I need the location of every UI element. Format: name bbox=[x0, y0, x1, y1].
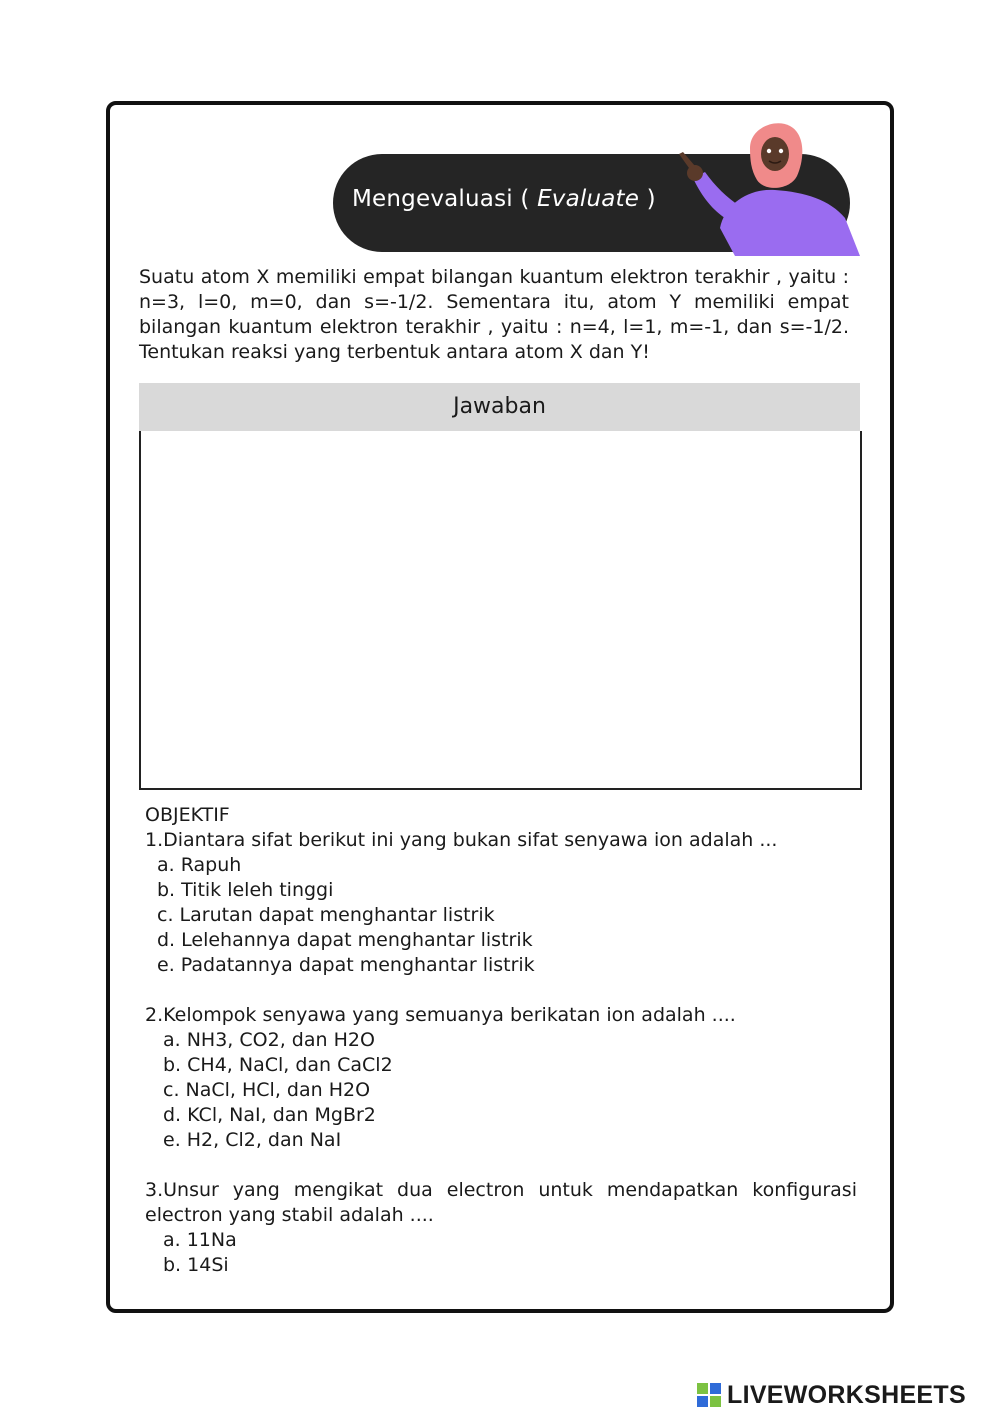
question-1-option-a[interactable]: a. Rapuh bbox=[157, 854, 242, 876]
objective-section bbox=[145, 803, 857, 1278]
question-3-option-a[interactable]: a. 11Na bbox=[163, 1229, 237, 1251]
spacer bbox=[145, 978, 857, 1003]
question-2-option-d[interactable]: d. KCl, NaI, dan MgBr2 bbox=[163, 1104, 376, 1126]
question-3-text: 3.Unsur yang mengikat dua electron untuk mendapatkan konfigurasi electron yang stabil adalah .... bbox=[145, 1179, 857, 1226]
liveworksheets-logo-icon bbox=[697, 1383, 721, 1407]
section-title: Mengevaluasi ( Evaluate ) bbox=[352, 186, 656, 212]
liveworksheets-footer bbox=[697, 1379, 966, 1411]
teacher-illustration bbox=[665, 118, 865, 256]
answer-textarea[interactable] bbox=[139, 431, 862, 790]
question-3-option-b[interactable]: b. 14Si bbox=[163, 1254, 229, 1276]
question-1-text: 1.Diantara sifat berikut ini yang bukan sifat senyawa ion adalah ... bbox=[145, 829, 778, 851]
objective-title: OBJEKTIF bbox=[145, 804, 230, 826]
question-2-option-c[interactable]: c. NaCl, HCl, dan H2O bbox=[163, 1079, 371, 1101]
question-1-option-b[interactable]: b. Titik leleh tinggi bbox=[157, 879, 334, 901]
question-1-option-e[interactable]: e. Padatannya dapat menghantar listrik bbox=[157, 954, 535, 976]
question-2-option-e[interactable]: e. H2, Cl2, dan NaI bbox=[163, 1129, 342, 1151]
question-2-option-b[interactable]: b. CH4, NaCl, dan CaCl2 bbox=[163, 1054, 393, 1076]
question-1-option-d[interactable]: d. Lelehannya dapat menghantar listrik bbox=[157, 929, 533, 951]
question-1-option-c[interactable]: c. Larutan dapat menghantar listrik bbox=[157, 904, 495, 926]
answer-header: Jawaban bbox=[139, 383, 860, 431]
question-2-option-a[interactable]: a. NH3, CO2, dan H2O bbox=[163, 1029, 375, 1051]
footer-brand-text: LIVEWORKSHEETS bbox=[727, 1380, 966, 1409]
essay-question-text: Suatu atom X memiliki empat bilangan kuantum elektron terakhir , yaitu : n=3, l=0, m=0, dan s=-1/2. Sementara itu, atom Y memiliki empat bilangan kuantum elektron terakhir , yaitu : n=4, l=1, m=-1, dan s=-1/2. Tentukan reaksi yang terbentuk antara atom X dan Y! bbox=[139, 266, 849, 363]
question-2-text: 2.Kelompok senyawa yang semuanya berikatan ion adalah .... bbox=[145, 1004, 736, 1026]
spacer bbox=[145, 1153, 857, 1178]
